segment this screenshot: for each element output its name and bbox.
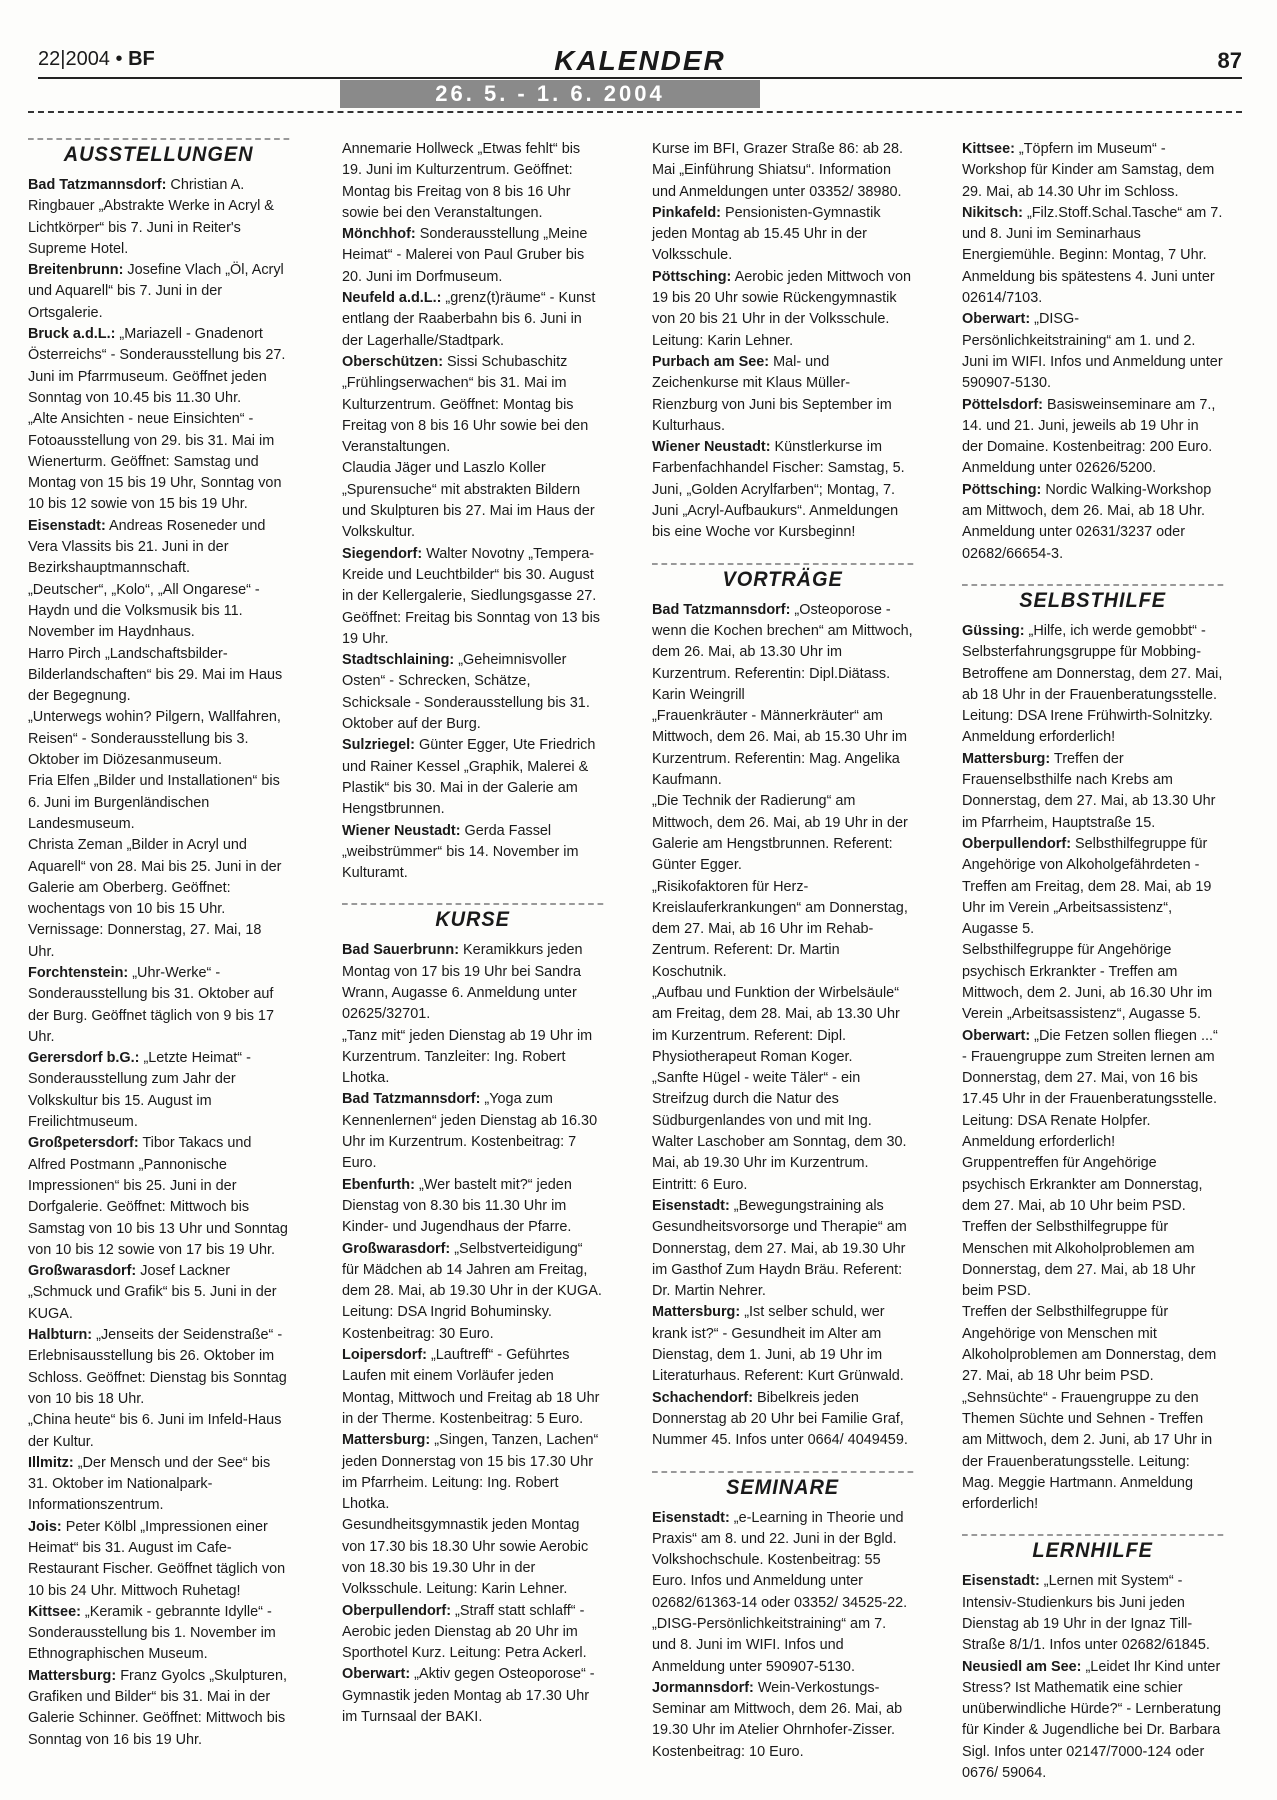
calendar-entry (962, 833, 1223, 939)
entry-text: Gerda Fassel „weibstrümmer“ bis 14. November im Kulturamt. (342, 821, 579, 882)
entry-text: „China heute“ bis 6. Juni im Infeld-Haus der Kultur. (28, 1411, 282, 1450)
entry-place: Neusiedl am See: (962, 1657, 1082, 1675)
entry-text: „Hilfe, ich werde gemobbt“ - Selbsterfahrungsgruppe für Mobbing-Betroffene am Donnerstag, dem 27. Mai, ab 18 Uhr in der Frauenberatungsstelle. Leitung: DSA Irene Frühwirth-Solnitzky. Anmeldung erforderlich! (962, 621, 1223, 746)
entry-list (652, 599, 913, 1451)
calendar-entry (28, 1516, 289, 1601)
calendar-entry (28, 1665, 289, 1750)
calendar-entry (342, 649, 603, 734)
calendar-entry (652, 351, 913, 436)
calendar-entry (962, 620, 1223, 748)
entry-place: Bad Tatzmannsdorf: (342, 1090, 481, 1108)
entry-list (652, 138, 913, 543)
calendar-entry (652, 138, 913, 202)
entry-text: Pensionisten-Gymnastik jeden Montag ab 15.45 Uhr in der Volksschule. (652, 203, 881, 264)
calendar-entry (342, 820, 603, 884)
entry-list (962, 620, 1223, 1514)
entry-text: „Lauftreff“ - Geführtes Laufen mit einem Vorläufer jeden Montag, Mittwoch und Freitag ab 18 Uhr in der Therme. Kostenbeitrag: 5 Euro. (342, 1346, 600, 1427)
entry-text: „Bewegungstraining als Gesundheitsvorsorge und Therapie“ am Donnerstag, dem 27. Mai, ab 19.30 Uhr im Gasthof Zum Haydn Bräu. Referent: Dr. Martin Nehrer. (652, 1196, 907, 1300)
calendar-entry (342, 223, 603, 287)
column-4 (962, 138, 1223, 1783)
calendar-entry (652, 705, 913, 790)
entry-text: Treffen der Selbsthilfegruppe für Menschen mit Alkoholproblemen am Donnerstag, dem 27. Mai, ab 18 Uhr beim PSD. (962, 1218, 1196, 1300)
entry-list (962, 1570, 1223, 1783)
entry-place: Oberschützen: (342, 352, 444, 370)
calendar-entry (962, 479, 1223, 564)
calendar-entry (28, 770, 289, 834)
entry-text: „Letzte Heimat“ - Sonderausstellung zum Jahr der Volkskultur bis 15. August im Freilichtmuseum. (28, 1049, 251, 1131)
header-rule (38, 77, 1242, 79)
calendar-entry (28, 706, 289, 770)
entry-place: Illmitz: (28, 1453, 74, 1471)
entry-text: Annemarie Hollweck „Etwas fehlt“ bis 19. Juni im Kulturzentrum. Geöffnet: Montag bis Freitag von 8 bis 16 Uhr sowie bei den Veranstaltungen. (342, 140, 581, 221)
entry-list (342, 939, 603, 1727)
entry-place: Großpetersdorf: (28, 1134, 139, 1152)
entry-place: Mattersburg: (28, 1666, 117, 1684)
calendar-entry (652, 1677, 913, 1762)
entry-text: „Yoga zum Kennenlernen“ jeden Dienstag ab 16.30 Uhr im Kurzentrum. Kostenbeitrag: 7 Euro. (342, 1090, 598, 1172)
entry-text: Günter Egger, Ute Friedrich und Rainer Kessel „Graphik, Malerei & Plastik“ bis 30. Mai in der Galerie am Hengstbrunnen. (342, 736, 596, 818)
entry-place: Wiener Neustadt: (652, 438, 771, 456)
entry-text: „Unterwegs wohin? Pilgern, Wallfahren, Reisen“ - Sonderausstellung bis 3. Oktober im Diözesanmuseum. (28, 708, 281, 769)
calendar-entry (652, 1507, 913, 1613)
calendar-entry (342, 1429, 603, 1514)
calendar-entry (28, 323, 289, 408)
entry-text: Basisweinseminare am 7., 14. und 21. Juni, jeweils ab 19 Uhr in der Domaine. Kostenbeitrag: 200 Euro. Anmeldung unter 02626/5200. (962, 395, 1216, 477)
entry-text: Peter Kölbl „Impressionen einer Heimat“ bis 31. August im Cafe-Restaurant Fischer. Geöffnet täglich von 10 bis 24 Uhr. Mittwoch Ruhetag! (28, 1517, 286, 1599)
calendar-entry (342, 1663, 603, 1727)
column-1 (28, 138, 289, 1750)
entry-place: Loipersdorf: (342, 1346, 427, 1364)
entry-text: Walter Novotny „Tempera-Kreide und Leuchtbilder“ bis 30. August in der Kellergalerie, Siedlungsgasse 27. Geöffnet: Freitag bis Sonntag von 13 bis 19 Uhr. (342, 544, 601, 647)
entry-list (962, 138, 1223, 564)
entry-text: „Osteoporose - wenn die Kochen brechen“ am Mittwoch, dem 26. Mai, ab 13.30 Uhr im Kurzentrum. Referentin: Dipl.Diätass. Karin Weingrill (652, 600, 913, 703)
calendar-entry (28, 1409, 289, 1452)
entry-text: Künstlerkurse im Farbenfachhandel Fischer: Samstag, 5. Juni, „Golden Acrylfarben“; Montag, 7. Juni „Acryl-Aufbaukurs“. Anmeldungen bis eine Woche vor Kursbeginn! (652, 438, 905, 541)
entry-place: Eisenstadt: (652, 1196, 730, 1214)
entry-text: „e-Learning in Theorie und Praxis“ am 8. und 22. Juni in der Bgld. Volkshochschule. Kostenbeitrag: 55 Euro. Infos und Anmeldung unter 02682/61363-14 oder 03352/ 34525-22. (652, 1508, 908, 1611)
entry-place: Nikitsch: (962, 203, 1023, 221)
entry-text: Bibelkreis jeden Donnerstag ab 20 Uhr bei Familie Graf, Nummer 45. Infos unter 0664/ 4049459. (652, 1388, 908, 1449)
entry-place: Bruck a.d.L.: (28, 325, 116, 343)
calendar-entry (342, 1174, 603, 1238)
section-heading-selbsthilfe: SELBSTHILFE (962, 584, 1223, 616)
entry-place: Mattersburg: (962, 749, 1051, 767)
calendar-entry (652, 1195, 913, 1301)
entry-text: „grenz(t)räume“ - Kunst entlang der Raaberbahn bis 6. Juni in der Lagerhalle/Stadtpark. (342, 289, 596, 349)
entry-text: Fria Elfen „Bilder und Installationen“ bis 6. Juni im Burgenländischen Landesmuseum. (28, 772, 280, 832)
entry-list (342, 138, 603, 883)
entry-place: Großwarasdorf: (28, 1262, 137, 1280)
entry-place: Großwarasdorf: (342, 1239, 451, 1257)
entry-place: Halbturn: (28, 1326, 93, 1344)
entry-text: Andreas Roseneder und Vera Vlassits bis 21. Juni in der Bezirkshauptmannschaft. (28, 516, 266, 577)
entry-text: Aerobic jeden Mittwoch von 19 bis 20 Uhr sowie Rückengymnastik von 20 bis 21 Uhr in der Volksschule. Leitung: Karin Lehner. (652, 267, 912, 349)
column-3 (652, 138, 913, 1762)
entry-text: Franz Gyolcs „Skulpturen, Grafiken und Bilder“ bis 31. Mai in der Galerie Schinner. Geöffnet: Mittwoch bis Sonntag von 16 bis 19 Uhr. (28, 1666, 287, 1748)
entry-text: „Jenseits der Seidenstraße“ - Erlebnisausstellung bis 26. Oktober im Schloss. Geöffnet: Dienstag bis Sonntag von 10 bis 18 Uhr. (28, 1326, 287, 1407)
calendar-entry (962, 1656, 1223, 1784)
calendar-entry (28, 1452, 289, 1516)
entry-place: Ebenfurth: (342, 1175, 415, 1193)
column-2 (342, 138, 603, 1727)
entry-text: Mal- und Zeichenkurse mit Klaus Müller-Rienzburg von Juni bis September im Kulturhaus. (652, 352, 892, 434)
calendar-entry (28, 834, 289, 962)
calendar-entry (962, 1216, 1223, 1301)
entry-place: Breitenbrunn: (28, 261, 124, 279)
entry-text: Nordic Walking-Workshop am Mittwoch, dem 26. Mai, ab 18 Uhr. Anmeldung unter 02631/3237 oder 02682/66654-3. (962, 480, 1212, 562)
calendar-entry (652, 1613, 913, 1677)
calendar-entry (652, 202, 913, 266)
calendar-entry (652, 1067, 913, 1195)
calendar-entry (962, 939, 1223, 1024)
entry-text: „Frauenkräuter - Männerkräuter“ am Mittwoch, dem 26. Mai, ab 15.30 Uhr im Kurzentrum. Referentin: Mag. Angelika Kaufmann. (652, 707, 908, 789)
calendar-entry (962, 394, 1223, 479)
calendar-entry (28, 1047, 289, 1132)
entry-place: Kittsee: (28, 1602, 81, 1620)
date-range: 26. 5. - 1. 6. 2004 (340, 80, 760, 108)
entry-place: Jois: (28, 1517, 62, 1535)
entry-text: „DISG-Persönlichkeitstraining“ am 7. und 8. Juni im WIFI. Infos und Anmeldung unter 590907-5130. (652, 1615, 887, 1675)
entry-place: Kittsee: (962, 140, 1015, 157)
entry-text: „Wer bastelt mit?“ jeden Dienstag von 8.30 bis 11.30 Uhr im Kinder- und Jugendhaus der Pfarre. (342, 1175, 572, 1236)
entry-place: Bad Tatzmannsdorf: (28, 176, 167, 193)
entry-list (28, 174, 289, 1750)
section-heading-vortraege: VORTRÄGE (652, 563, 913, 595)
calendar-entry (28, 515, 289, 579)
entry-text: „Mariazell - Gnadenort Österreichs“ - Sonderausstellung bis 27. Juni im Pfarrmuseum. Geöffnet jeden Sonntag von 10.45 bis 11.30 Uhr. (28, 325, 286, 406)
entry-text: Keramikkurs jeden Montag von 17 bis 19 Uhr bei Sandra Wrann, Augasse 6. Anmeldung unter 02625/32701. (342, 941, 583, 1023)
entry-place: Jormannsdorf: (652, 1678, 754, 1696)
calendar-entry (652, 1301, 913, 1386)
calendar-entry (962, 1387, 1223, 1515)
entry-place: Eisenstadt: (962, 1572, 1040, 1590)
entry-text: „Alte Ansichten - neue Einsichten“ - Fotoausstellung von 29. bis 31. Mai im Wienerturm. Geöffnet: Samstag und Montag von 15 bis 19 Uhr, Sonntag von 10 bis 12 sowie von 15 bis 19 Uhr. (28, 410, 282, 513)
entry-text: „Filz.Stoff.Schal.Tasche“ am 7. und 8. Juni im Seminarhaus Energiemühle. Beginn: Montag, 7 Uhr. Anmeldung bis spätestens 4. Juni unter 02614/7103. (962, 203, 1223, 307)
entry-text: „Sehnsüchte“ - Frauengruppe zu den Themen Süchte und Sehnen - Treffen am Mittwoch, dem 2. Juni, ab 17 Uhr in der Frauenberatungsstelle. Leitung: Mag. Meggie Hartmann. Anmeldung erforderlich! (962, 1388, 1213, 1513)
calendar-entry (652, 982, 913, 1067)
entry-place: Mattersburg: (652, 1303, 741, 1321)
calendar-entry (342, 1025, 603, 1089)
entry-text: „Deutscher“, „Kolo“, „All Ongarese“ - Haydn und die Volksmusik bis 11. November im Haydnhaus. (28, 580, 260, 641)
entry-place: Bad Sauerbrunn: (342, 941, 460, 959)
entry-text: Tibor Takacs und Alfred Postmann „Pannonische Impressionen“ bis 25. Juni in der Dorfgalerie. Geöffnet: Mittwoch bis Samstag von 10 bis 13 Uhr und Sonntag von 10 bis 12 sowie von 17 bis 19 Uhr. (28, 1134, 288, 1258)
section-heading-lernhilfe: LERNHILFE (962, 1534, 1223, 1566)
calendar-entry (342, 1344, 603, 1429)
entry-text: „Risikofaktoren für Herz-Kreislauferkrankungen“ am Donnerstag, dem 27. Mai, ab 16 Uhr im Rehab-Zentrum. Referent: Dr. Martin Koschutnik. (652, 877, 908, 980)
entry-place: Eisenstadt: (28, 516, 106, 534)
calendar-entry (342, 138, 603, 223)
calendar-entry (28, 1260, 289, 1324)
section-heading-kurse: KURSE (342, 903, 603, 935)
entry-text: „Töpfern im Museum“ - Workshop für Kinder am Samstag, dem 29. Mai, ab 14.30 Uhr im Schloss. (962, 140, 1215, 200)
calendar-entry (652, 1387, 913, 1451)
entry-text: „Die Fetzen sollen fliegen ...“ - Frauengruppe zum Streiten lernen am Donnerstag, dem 27. Mai, von 16 bis 17.45 Uhr in der Frauenberatungsstelle. Leitung: DSA Renate Holpfer. Anmeldung erforderlich! (962, 1026, 1218, 1151)
calendar-entry (342, 457, 603, 542)
calendar-entry (652, 790, 913, 875)
entry-text: Josef Lackner „Schmuck und Grafik“ bis 5. Juni in der KUGA. (28, 1262, 277, 1322)
entry-text: Sissi Schubaschitz „Frühlingserwachen“ bis 31. Mai im Kulturzentrum. Geöffnet: Montag bis Freitag von 8 bis 16 Uhr sowie bei den Veranstaltungen. (342, 352, 589, 456)
entry-place: Schachendorf: (652, 1388, 754, 1406)
calendar-entry (962, 308, 1223, 393)
entry-text: „Leidet Ihr Kind unter Stress? Ist Mathematik eine schier unüberwindliche Hürde?“ - Lernberatung für Kinder & Jugendliche bei Dr. Barbara Sigl. Infos unter 02147/7000-124 oder 0676/ 59064. (962, 1657, 1222, 1782)
entry-place: Oberpullendorf: (962, 834, 1072, 852)
entry-place: Forchtenstein: (28, 963, 129, 981)
entry-text: Wein-Verkostungs-Seminar am Mittwoch, dem 26. Mai, ab 19.30 Uhr im Atelier Ohrnhofer-Zisser. Kostenbeitrag: 10 Euro. (652, 1678, 903, 1760)
entry-place: Pinkafeld: (652, 203, 721, 221)
calendar-entry (962, 1152, 1223, 1216)
section-heading-seminare: SEMINARE (652, 1471, 913, 1503)
calendar-entry (342, 543, 603, 649)
calendar-entry (28, 174, 289, 259)
entry-text: Gruppentreffen für Angehörige psychisch Erkrankter am Donnerstag, dem 27. Mai, ab 10 Uhr beim PSD. (962, 1154, 1203, 1214)
page-title: KALENDER (554, 45, 726, 76)
entry-place: Pöttsching: (652, 267, 732, 285)
calendar-entry (28, 962, 289, 1047)
entry-text: „Straff statt schlaff“ - Aerobic jeden Dienstag ab 20 Uhr im Sporthotel Kurz. Leitung: Petra Ackerl. (342, 1601, 587, 1662)
entry-place: Neufeld a.d.L.: (342, 289, 442, 307)
entry-place: Mattersburg: (342, 1431, 431, 1449)
entry-text: Christian A. Ringbauer „Abstrakte Werke in Acryl & Lichtkörper“ bis 7. Juni in Reiter's Supreme Hotel. (28, 176, 274, 257)
entry-text: „Ist selber schuld, wer krank ist?“ - Gesundheit im Alter am Dienstag, dem 1. Juni, ab 19 Uhr im Literaturhaus. Referent: Kurt Grünwald. (652, 1303, 904, 1385)
entry-text: Gesundheitsgymnastik jeden Montag von 17.30 bis 18.30 Uhr sowie Aerobic von 18.30 bis 19.30 Uhr in der Volksschule. Leitung: Karin Lehner. (342, 1516, 589, 1598)
entry-text: „Lernen mit System“ - Intensiv-Studienkurs bis Juni jeden Dienstag ab 19 Uhr in der Ignaz Till-Straße 8/1/1. Infos unter 02682/61845. (962, 1572, 1210, 1654)
entry-place: Stadtschlaining: (342, 651, 455, 669)
calendar-entry (962, 202, 1223, 308)
calendar-entry (28, 643, 289, 707)
calendar-entry (28, 1324, 289, 1409)
calendar-entry (342, 351, 603, 457)
entry-place: Mönchhof: (342, 225, 416, 243)
entry-text: „Keramik - gebrannte Idylle“ - Sonderausstellung bis 1. November im Ethnographischen Museum. (28, 1602, 276, 1663)
entry-text: „Singen, Tanzen, Lachen“ jeden Donnerstag von 15 bis 17.30 Uhr im Pfarrheim. Leitung: Ing. Robert Lhotka. (342, 1431, 599, 1513)
entry-text: „Der Mensch und der See“ bis 31. Oktober im Nationalpark-Informationszentrum. (28, 1453, 271, 1514)
calendar-entry (28, 1132, 289, 1260)
calendar-entry (342, 1600, 603, 1664)
entry-place: Oberwart: (962, 1026, 1031, 1044)
entry-text: „Sanfte Hügel - weite Täler“ - ein Streifzug durch die Natur des Südburgenlandes von und mit Ing. Walter Laschober am Sonntag, dem 30. Mai, ab 19.30 Uhr im Kurzentrum. Eintritt: 6 Euro. (652, 1069, 907, 1193)
calendar-entry (652, 876, 913, 982)
entry-text: „Die Technik der Radierung“ am Mittwoch, dem 26. Mai, ab 19 Uhr in der Galerie am Hengstbrunnen. Referent: Günter Egger. (652, 792, 908, 874)
calendar-entry (962, 1025, 1223, 1153)
entry-place: Güssing: (962, 621, 1025, 639)
calendar-entry (652, 266, 913, 351)
entry-text: Sonderausstellung „Meine Heimat“ - Malerei von Paul Gruber bis 20. Juni im Dorfmuseum. (342, 225, 588, 285)
entry-text: „Geheimnisvoller Osten“ - Schrecken, Schätze, Schicksale - Sonderausstellung bis 31. Oktober auf der Burg. (342, 651, 590, 733)
entry-text: Kurse im BFI, Grazer Straße 86: ab 28. Mai „Einführung Shiatsu“. Information und Anmeldungen unter 03352/ 38980. (652, 140, 903, 200)
calendar-entry (28, 579, 289, 643)
entry-text: „Selbstverteidigung“ für Mädchen ab 14 Jahren am Freitag, dem 28. Mai, ab 19.30 Uhr in der KUGA. Leitung: DSA Ingrid Bohuminsky. Kostenbeitrag: 30 Euro. (342, 1239, 602, 1342)
calendar-entry (342, 734, 603, 819)
calendar-entry (342, 1514, 603, 1599)
calendar-entry (342, 939, 603, 1024)
calendar-entry (962, 1570, 1223, 1655)
entry-place: Purbach am See: (652, 352, 770, 370)
entry-place: Wiener Neustadt: (342, 821, 461, 839)
calendar-entry (28, 1601, 289, 1665)
entry-place: Bad Tatzmannsdorf: (652, 600, 791, 618)
entry-text: „Uhr-Werke“ - Sonderausstellung bis 31. Oktober auf der Burg. Geöffnet täglich von 9 bis 17 Uhr. (28, 963, 274, 1045)
entry-place: Gerersdorf b.G.: (28, 1049, 140, 1067)
section-heading-ausstellungen: AUSSTELLUNGEN (28, 138, 289, 170)
entry-text: Treffen der Selbsthilfegruppe für Angehörige von Menschen mit Alkoholproblemen am Donnerstag, dem 27. Mai, ab 18 Uhr beim PSD. (962, 1303, 1217, 1385)
calendar-entry (652, 599, 913, 705)
entry-text: Christa Zeman „Bilder in Acryl und Aquarell“ von 28. Mai bis 25. Juni in der Galerie am Oberberg. Geöffnet: wochentags von 10 bis 15 Uhr. Vernissage: Donnerstag, 27. Mai, 18 Uhr. (28, 836, 282, 960)
calendar-entry (28, 259, 289, 323)
calendar-entry (342, 1088, 603, 1173)
entry-place: Oberwart: (962, 310, 1031, 328)
entry-place: Oberpullendorf: (342, 1601, 452, 1619)
entry-text: Selbsthilfegruppe für Angehörige von Alkoholgefährdeten - Treffen am Freitag, dem 28. Mai, ab 19 Uhr im Verein „Arbeitsassistenz“, Augasse 5. (962, 834, 1212, 938)
entry-text: Josefine Vlach „Öl, Acryl und Aquarell“ bis 7. Juni in der Ortsgalerie. (28, 261, 284, 321)
page-header (38, 45, 1242, 78)
calendar-entry (28, 408, 289, 514)
page-number: 87 (1217, 48, 1242, 73)
entry-place: Eisenstadt: (652, 1508, 730, 1526)
entry-list (652, 1507, 913, 1763)
entry-place: Pöttsching: (962, 480, 1042, 498)
entry-text: „DISG-Persönlichkeitstraining“ am 1. und 2. Juni im WIFI. Infos und Anmeldung unter 590907-5130. (962, 310, 1223, 392)
calendar-entry (962, 1301, 1223, 1386)
entry-text: Claudia Jäger und Laszlo Koller „Spurensuche“ mit abstrakten Bildern und Skulpturen bis 27. Mai im Haus der Volkskultur. (342, 459, 595, 541)
entry-text: „Tanz mit“ jeden Dienstag ab 19 Uhr im Kurzentrum. Tanzleiter: Ing. Robert Lhotka. (342, 1026, 593, 1087)
calendar-entry (962, 138, 1223, 202)
entry-place: Pöttelsdorf: (962, 395, 1043, 413)
calendar-entry (342, 1238, 603, 1344)
entry-place: Siegendorf: (342, 544, 423, 562)
entry-place: Oberwart: (342, 1665, 411, 1683)
calendar-entry (652, 436, 913, 542)
entry-text: Harro Pirch „Landschaftsbilder-Bilderlandschaften“ bis 29. Mai im Haus der Begegnung. (28, 644, 283, 705)
entry-text: Selbsthilfegruppe für Angehörige psychisch Erkrankter - Treffen am Mittwoch, dem 2. Juni, ab 16.30 Uhr im Verein „Arbeitsassistenz“, Augasse 5. (962, 941, 1213, 1023)
calendar-entry (342, 287, 603, 351)
entry-place: Sulzriegel: (342, 736, 415, 754)
entry-text: Treffen der Frauenselbsthilfe nach Krebs am Donnerstag, dem 27. Mai, ab 13.30 Uhr im Pfarrheim, Hauptstraße 15. (962, 749, 1216, 831)
entry-text: „Aktiv gegen Osteoporose“ - Gymnastik jeden Montag ab 17.30 Uhr im Turnsaal der BAKI. (342, 1665, 595, 1726)
issue-label: 22|2004 • BF (38, 48, 155, 70)
entry-text: „Aufbau und Funktion der Wirbelsäule“ am Freitag, dem 28. Mai, ab 13.30 Uhr im Kurzentrum. Referent: Dipl. Physiotherapeut Roman Koger. (652, 983, 900, 1065)
calendar-entry (962, 748, 1223, 833)
dashed-divider (28, 111, 1242, 113)
